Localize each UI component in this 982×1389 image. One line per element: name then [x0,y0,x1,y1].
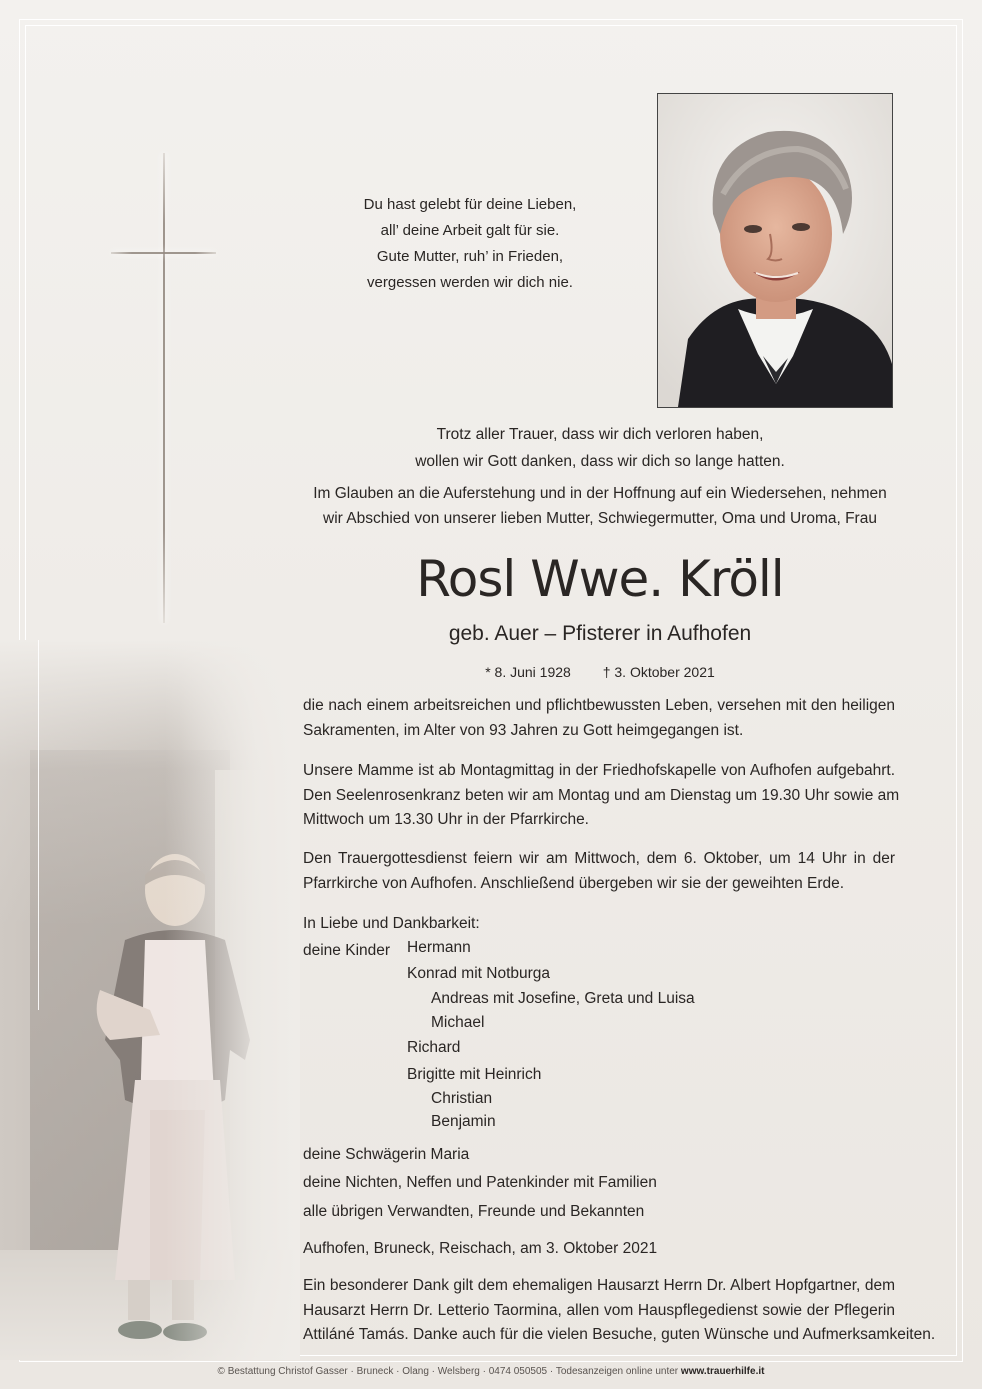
text-line: die nach einem arbeitsreichen und pflichtbewussten Leben, versehen mit den heiligen [303,697,895,714]
text-line: Den Trauergottesdienst feiern wir am Mittwoch, dem 6. Oktober, um 14 Uhr in der [303,850,895,867]
child-entry: Hermann [407,939,471,956]
text-line: Pfarrkirche von Aufhofen. Anschließend übergeben wir sie der geweihten Erde. [303,874,845,892]
paragraph-thanks [303,1274,936,1348]
deceased-name: Rosl Wwe. Kröll [416,550,784,608]
death-date: † 3. Oktober 2021 [602,664,715,680]
decorative-line [38,640,39,1010]
paragraph-life [303,694,895,743]
children-label: deine Kinder [303,942,391,959]
intro-line-1: Trotz aller Trauer, dass wir dich verloren haben, [436,426,764,443]
footer [0,1366,982,1377]
child-entry: Konrad mit Notburga [407,965,551,982]
child-entry: Richard [407,1039,461,1056]
verse-block [330,192,610,296]
footer-text: © Bestattung Christof Gasser · Bruneck · Olang · Welsberg · 0474 050505 · Todesanzeigen online unter [217,1366,681,1377]
deceased-subtitle: geb. Auer – Pfisterer in Aufhofen [448,622,752,645]
verse-line: Gute Mutter, ruh’ in Frieden, [376,248,564,265]
text-line: Unsere Mamme ist ab Montagmittag in der Friedhofskapelle von Aufhofen aufgebahrt. [303,762,895,779]
cross-icon-vertical [163,153,165,623]
mourner-other: alle übrigen Verwandten, Freunde und Bekannten [303,1203,645,1220]
birth-date: * 8. Juni 1928 [485,664,571,680]
mourners-heading: In Liebe und Dankbarkeit: [303,915,480,932]
life-dates [300,664,900,680]
intro-line-4: wir Abschied von unserer lieben Mutter, Schwiegermutter, Oma und Uroma, Frau [323,510,877,527]
photo-fade-overlay [0,640,300,1360]
place-date: Aufhofen, Bruneck, Reischach, am 3. Oktober 2021 [303,1240,658,1257]
footer-website-link[interactable]: www.trauerhilfe.it [680,1366,765,1377]
intro-line-3: Im Glauben an die Auferstehung und in der Hoffnung auf ein Wiedersehen, nehmen [313,485,887,502]
mourner-other: deine Nichten, Neffen und Patenkinder mit Familien [303,1174,657,1191]
text-line: Mittwoch um 13.30 Uhr in der Pfarrkirche. [303,811,589,828]
portrait-photo [657,93,893,408]
verse-line: all’ deine Arbeit galt für sie. [380,222,560,239]
mourner-other: deine Schwägerin Maria [303,1146,470,1163]
grandchild-entry: Benjamin [431,1113,496,1130]
verse-line: vergessen werden wir dich nie. [367,274,573,291]
text-line: Den Seelenrosenkranz beten wir am Montag und am Dienstag um 19.30 Uhr sowie am [303,786,900,804]
child-entry: Brigitte mit Heinrich [407,1066,542,1083]
paragraph-wake [303,759,900,833]
text-line: Hausarzt Herrn Dr. Letterio Taormina, allen vom Hauspflegedienst sowie der Pflegerin [303,1301,895,1319]
grandchild-entry: Andreas mit Josefine, Greta und Luisa [431,990,695,1007]
intro-line-2: wollen wir Gott danken, dass wir dich so lange hatten. [415,453,785,470]
cross-icon-horizontal [111,252,216,254]
grandchild-entry: Christian [431,1090,493,1107]
text-line: Sakramenten, im Alter von 93 Jahren zu Gott heimgegangen ist. [303,721,744,739]
text-line: Attiláné Tamás. Danke auch für die vielen Besuche, guten Wünsche und Aufmerksamkeiten. [303,1326,936,1343]
text-line: Ein besonderer Dank gilt dem ehemaligen Hausarzt Herrn Dr. Albert Hopfgartner, dem [303,1277,895,1294]
grandchild-entry: Michael [431,1014,485,1031]
verse-line: Du hast gelebt für deine Lieben, [363,196,577,213]
paragraph-funeral [303,847,895,896]
